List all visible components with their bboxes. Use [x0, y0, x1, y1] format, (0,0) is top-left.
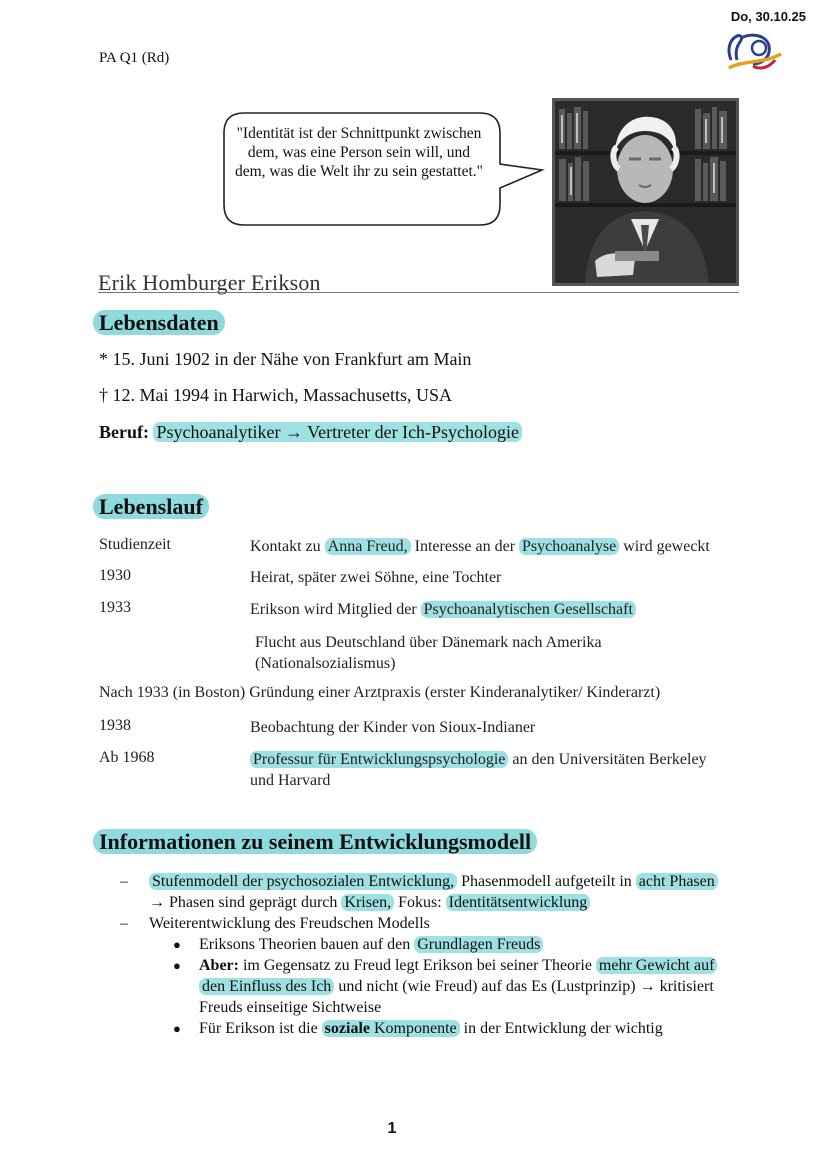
profession-value: Psychoanalytiker → Vertreter der Ich-Psychologie: [153, 422, 522, 442]
dash-marker: –: [120, 873, 128, 890]
list-bold-text: Aber:: [199, 957, 239, 974]
list-item: [120, 871, 760, 892]
cv-text: Heirat, später zwei Söhne, eine Tochter: [250, 569, 502, 586]
cv-text: [250, 749, 730, 791]
profession-label: Beruf:: [99, 422, 149, 442]
bullet-dot: ●: [173, 1021, 181, 1036]
cv-text: Beobachtung der Kinder von Sioux-Indianer: [250, 719, 536, 736]
cv-text: Flucht aus Deutschland über Dänemark nach Amerika (Nationalsozialismus): [255, 634, 602, 672]
bullet-dot: ●: [173, 937, 181, 952]
list-highlight: Identitätsentwicklung: [446, 894, 591, 911]
heading-lebenslauf-text: Lebenslauf: [93, 494, 209, 519]
bullet-dot: ●: [173, 958, 181, 973]
cv-label: Ab 1968: [99, 749, 155, 766]
heading-lebensdaten: [93, 310, 225, 336]
list-item: [120, 913, 760, 934]
list-highlight: Grundlagen Freuds: [414, 936, 543, 953]
date-label: Do, 30.10.25: [730, 9, 806, 24]
sub-list-item: [120, 934, 760, 955]
heading-lebenslauf: [93, 494, 209, 520]
list-text: im Gegensatz zu Freud legt Erikson bei seiner Theorie: [242, 957, 592, 974]
cv-highlight: Professur für Entwicklungspsychologie: [250, 751, 508, 768]
school-logo-icon: [723, 30, 785, 74]
cv-highlight: Psychoanalyse: [519, 538, 619, 555]
birth-line: * 15. Juni 1902 in der Nähe von Frankfurt am Main: [99, 349, 472, 369]
cv-text-part: wird geweckt: [623, 538, 710, 555]
heading-lebensdaten-text: Lebensdaten: [93, 310, 225, 335]
quote-text: "Identität ist der Schnittpunkt zwischen dem, was eine Person sein will, und dem, was die Welt ihr zu sein gestattet.": [235, 125, 483, 180]
list-item-continuation: [120, 892, 760, 913]
page-number: 1: [387, 1120, 397, 1137]
list-text: → Phasen sind geprägt durch: [149, 894, 338, 911]
cv-text: [250, 599, 636, 620]
list-text: Phasenmodell aufgeteilt in: [461, 873, 632, 890]
list-text: Für Erikson ist die: [199, 1020, 318, 1037]
title-divider: [98, 292, 739, 293]
cv-highlight: Psychoanalytischen Gesellschaft: [421, 601, 636, 618]
cv-text: [250, 536, 710, 557]
cv-label: 1930: [99, 567, 131, 584]
list-highlight: acht Phasen: [636, 873, 718, 890]
cv-label: 1933: [99, 599, 131, 616]
list-highlight: Krisen,: [341, 894, 394, 911]
info-list: [120, 871, 760, 1039]
heading-informationen-text: Informationen zu seinem Entwicklungsmodell: [93, 829, 537, 854]
list-highlight: Stufenmodell der psychosozialen Entwicklung,: [149, 873, 457, 890]
erikson-portrait-photo: [552, 98, 739, 286]
profession-line: [99, 422, 522, 443]
person-name-title: Erik Homburger Erikson: [98, 270, 321, 295]
course-label: PA Q1 (Rd): [99, 50, 170, 66]
cv-text-part: Interesse an der: [414, 538, 516, 555]
cv-label: 1938: [99, 717, 131, 734]
list-text: in der Entwicklung der wichtig: [463, 1020, 663, 1037]
cv-text-part: Kontakt zu: [250, 538, 321, 555]
cv-label: Studienzeit: [99, 536, 171, 553]
list-highlight: mehr Gewicht auf den Einfluss des Ich: [199, 957, 717, 995]
list-text: Fokus:: [398, 894, 442, 911]
sub-list-item: [120, 1018, 760, 1039]
cv-text: Gründung einer Arztpraxis (erster Kinderanalytiker/ Kinderarzt): [249, 684, 661, 701]
list-highlight: [322, 1020, 460, 1037]
heading-informationen: [93, 829, 537, 855]
cv-text-part: Erikson wird Mitglied der: [250, 601, 417, 618]
list-text: Eriksons Theorien bauen auf den: [199, 936, 411, 953]
list-bold-text: soziale: [324, 1020, 370, 1037]
list-text: und nicht (wie Freud) auf das Es (Lustprinzip) → kritisiert Freuds einseitige Sichtweise: [199, 978, 714, 1016]
cv-highlight: Anna Freud,: [325, 538, 411, 555]
cv-row-boston: [99, 684, 739, 702]
list-text: Weiterentwicklung des Freudschen Modells: [149, 915, 430, 932]
list-text: Komponente: [374, 1020, 457, 1037]
death-line: † 12. Mai 1994 in Harwich, Massachusetts, USA: [99, 385, 452, 405]
sub-list-item: [120, 955, 719, 1018]
cv-label: Nach 1933 (in Boston): [99, 684, 246, 701]
cv-text-part: an den Universitäten Berkeley und Harvard: [250, 751, 707, 789]
dash-marker: –: [120, 915, 128, 932]
